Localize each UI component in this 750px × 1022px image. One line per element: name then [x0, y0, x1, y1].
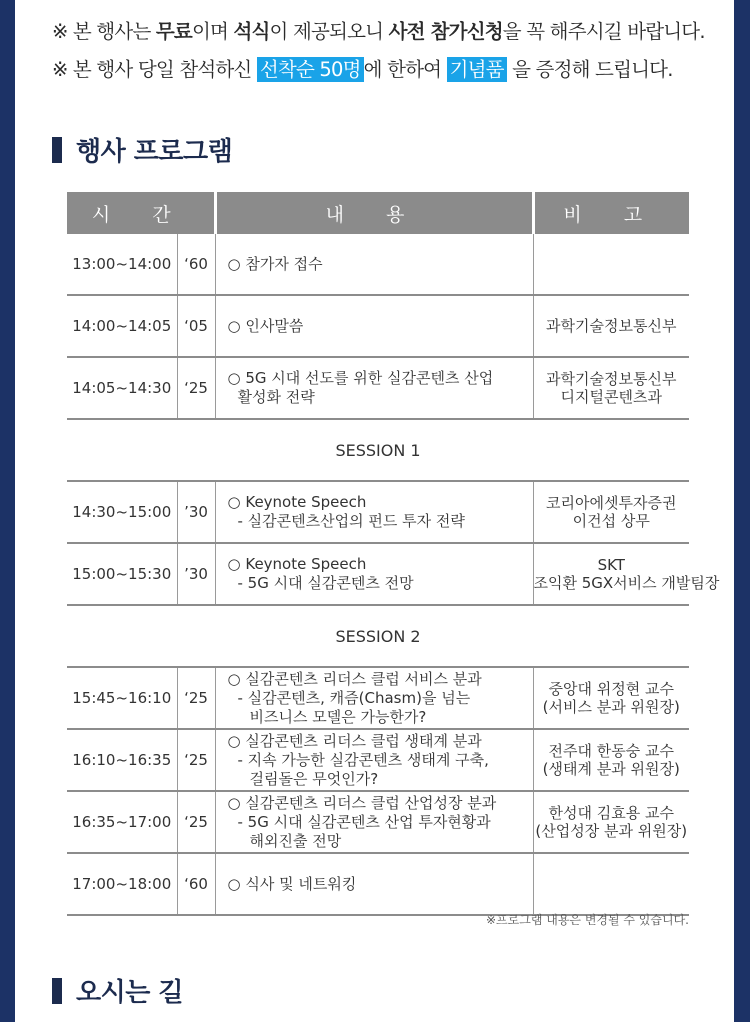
time-cell: 15:45~16:10	[67, 667, 177, 729]
table-row	[67, 234, 689, 295]
table-header-row	[67, 192, 689, 234]
content-cell: ○ Keynote Speech - 5G 시대 실감콘텐츠 전망	[215, 543, 533, 605]
duration-cell: ’30	[177, 481, 215, 543]
content-cell: ○ Keynote Speech - 실감콘텐츠산업의 펀드 투자 전략	[215, 481, 533, 543]
session-1-label: SESSION 1	[67, 419, 689, 481]
duration-cell: ‘25	[177, 729, 215, 791]
table-row	[67, 481, 689, 543]
duration-cell: ‘25	[177, 357, 215, 419]
duration-cell: ‘05	[177, 295, 215, 357]
session-row	[67, 605, 689, 667]
note-cell: 중앙대 위정현 교수 (서비스 분과 위원장)	[533, 667, 689, 729]
note-cell: 과학기술정보통신부	[533, 295, 689, 357]
session-row	[67, 419, 689, 481]
table-row	[67, 791, 689, 853]
header-content: 내 용	[215, 192, 533, 234]
time-cell: 13:00~14:00	[67, 234, 177, 295]
table-row	[67, 543, 689, 605]
time-cell: 16:35~17:00	[67, 791, 177, 853]
highlight-first-50: 선착순 50명	[257, 57, 364, 82]
content-cell: ○ 인사말씀	[215, 295, 533, 357]
table-row	[67, 729, 689, 791]
duration-cell: ‘25	[177, 667, 215, 729]
highlight-gift: 기념품	[447, 57, 507, 82]
note-cell: 과학기술정보통신부 디지털콘텐츠과	[533, 357, 689, 419]
program-footnote: ※프로그램 내용은 변경될 수 있습니다.	[485, 913, 689, 927]
table-row	[67, 667, 689, 729]
time-cell: 14:05~14:30	[67, 357, 177, 419]
header-time: 시 간	[67, 192, 215, 234]
program-section-title: 행사 프로그램	[52, 131, 232, 168]
program-table	[67, 192, 720, 916]
duration-cell: ‘60	[177, 853, 215, 915]
note-cell: SKT 조익환 5GX서비스 개발팀장	[533, 543, 689, 605]
content-cell: ○ 실감콘텐츠 리더스 클럽 생태계 분과 - 지속 가능한 실감콘텐츠 생태계 구축, 걸림돌은 무엇인가?	[215, 729, 533, 791]
note-cell	[533, 853, 689, 915]
time-cell: 14:00~14:05	[67, 295, 177, 357]
duration-cell: ‘60	[177, 234, 215, 295]
note-cell: 코리아에셋투자증권 이건섭 상무	[533, 481, 689, 543]
content-cell: ○ 실감콘텐츠 리더스 클럽 서비스 분과 - 실감콘텐츠, 캐즘(Chasm)을 넘는 비즈니스 모델은 가능한가?	[215, 667, 533, 729]
directions-section-title: 오시는 길	[52, 972, 183, 1009]
time-cell: 15:00~15:30	[67, 543, 177, 605]
content-cell: ○ 5G 시대 선도를 위한 실감콘텐츠 산업 활성화 전략	[215, 357, 533, 419]
note-cell	[533, 234, 689, 295]
note-cell: 전주대 한동숭 교수 (생태계 분과 위원장)	[533, 729, 689, 791]
section-bar	[52, 137, 62, 163]
notice-gift: ※ 본 행사 당일 참석하신 선착순 50명 에 한하여 기념품 을 증정해 드립니다.	[52, 58, 673, 81]
time-cell: 16:10~16:35	[67, 729, 177, 791]
note-cell: 한성대 김효용 교수 (산업성장 분과 위원장)	[533, 791, 689, 853]
header-note: 비 고	[533, 192, 689, 234]
session-2-label: SESSION 2	[67, 605, 689, 667]
time-cell: 17:00~18:00	[67, 853, 177, 915]
content-cell: ○ 식사 및 네트워킹	[215, 853, 533, 915]
duration-cell: ‘25	[177, 791, 215, 853]
notice-free-dinner: ※ 본 행사는 무료이며 석식이 제공되오니 사전 참가신청을 꼭 해주시길 바랍니다.	[52, 20, 705, 43]
table-row	[67, 853, 689, 915]
table-row	[67, 357, 689, 419]
content-cell: ○ 실감콘텐츠 리더스 클럽 산업성장 분과 - 5G 시대 실감콘텐츠 산업 투자현황과 해외진출 전망	[215, 791, 533, 853]
duration-cell: ’30	[177, 543, 215, 605]
time-cell: 14:30~15:00	[67, 481, 177, 543]
section-bar	[52, 978, 62, 1004]
table-row	[67, 295, 689, 357]
content-cell: ○ 참가자 접수	[215, 234, 533, 295]
